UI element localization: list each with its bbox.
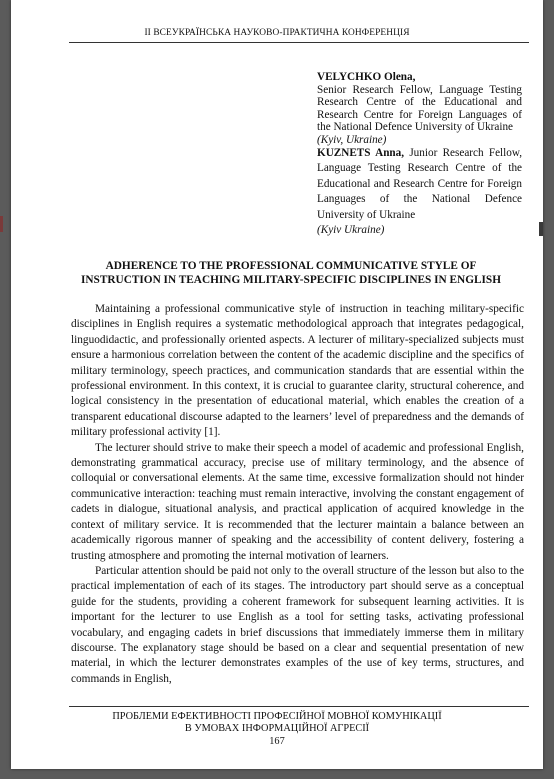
page-edge-marker (539, 222, 543, 236)
running-footer (11, 711, 543, 748)
footer-title-line: В УМОВАХ ІНФОРМАЦІЙНОЇ АГРЕСІЇ (184, 723, 370, 735)
running-header: ІІ ВСЕУКРАЇНСЬКА НАУКОВО-ПРАКТИЧНА КОНФЕРЕНЦІЯ (144, 28, 410, 38)
footer-divider (69, 706, 529, 707)
header-divider (69, 42, 529, 43)
body-paragraph: Particular attention should be paid not only to the overall structure of the lesson but also to the practical implementation of each of its stages. The introductory part should serve as a conceptual guide for the students, providing a coherent framework for subsequent learning activities. It is important for the lecturer to use English as a tool for setting tasks, activating professional vocabulary, and engaging cadets in brief discussions that immediately immerse them in military discourse. The explanatory stage should be based on a clear and sequential presentation of new material, in which the lecturer demonstrates examples of the use of key terms, structures, and commands in English, (71, 564, 524, 685)
author-location: (Kyiv, Ukraine) (317, 133, 387, 146)
author-name: VELYCHKO Olena, (317, 71, 416, 83)
author-affiliation: Junior Research Fellow, Language Testing Research Centre of the Educational and Research Centre for Foreign Languages of the National Defence University of Ukraine (317, 147, 522, 221)
author-name: KUZNETS Anna, (317, 147, 405, 159)
body-paragraph: The lecturer should strive to make their speech a model of academic and professional English, demonstrating grammatical accuracy, precise use of military terminology, and the absence of colloquial or conversational elements. At the same time, excessive formalization should not hinder communicative interaction: teaching must remain interactive, involving the constant engagement of cadets in dialogue, situational analysis, and practical application of acquired knowledge in the context of military service. It is recommended that the lecturer maintain a balance between an academically rigorous manner of speaking and the accessibility of content delivery, fostering a trusting atmosphere and promoting the internal motivation of learners. (71, 441, 524, 562)
article-title: ADHERENCE TO THE PROFESSIONAL COMMUNICATIVE STYLE OF INSTRUCTION IN TEACHING MILITARY-SPECIFIC DISCIPLINES IN ENGLISH (81, 260, 501, 287)
page-number: 167 (269, 735, 285, 747)
adjacent-page-edge (0, 216, 3, 232)
footer-title-line: ПРОБЛЕМИ ЕФЕКТИВНОСТІ ПРОФЕСІЙНОЇ МОВНОЇ КОМУНІКАЦІЇ (112, 711, 442, 722)
author-block (317, 71, 522, 146)
author-info (317, 71, 522, 238)
author-block (317, 146, 522, 238)
author-affiliation: Senior Research Fellow, Language Testing Research Centre of the Educational and Research Centre for Foreign Languages of the National Defence University of Ukraine (317, 83, 522, 133)
author-location: (Kyiv Ukraine) (317, 224, 385, 237)
document-page (11, 0, 543, 769)
body-paragraph: Maintaining a professional communicative style of instruction in teaching military-specific disciplines in English requires a systematic methodological approach that integrates pedagogical, linguodidactic, and professionally oriented aspects. A lecturer of military-specialized subjects must ensure a harmonious correlation between the content of the academic discipline and the specifics of military terminology, speech practices, and communication standards that are essential within the professional environment. In this context, it is crucial to guarantee clarity, structural coherence, and logical consistency in the presentation of educational material, which enables the creation of a transparent educational discourse adapted to the learners’ level of preparedness and the demands of military professional activity [1]. (71, 303, 524, 439)
article-body (71, 302, 524, 687)
